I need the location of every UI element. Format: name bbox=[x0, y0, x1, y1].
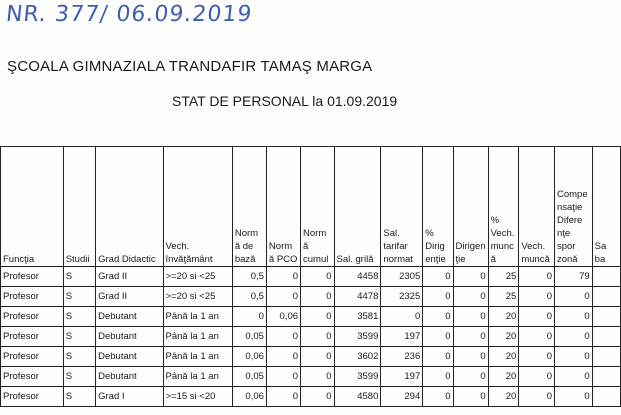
table-cell bbox=[592, 327, 620, 347]
table-cell: 0 bbox=[519, 287, 555, 307]
column-header: Sal. grilă bbox=[334, 147, 381, 267]
table-cell: 0,5 bbox=[232, 287, 266, 307]
table-cell: S bbox=[63, 387, 95, 407]
table-cell: 0 bbox=[381, 307, 423, 327]
table-cell: Până la 1 an bbox=[163, 327, 232, 347]
table-cell: 0 bbox=[266, 387, 300, 407]
table-cell: Grad II bbox=[96, 267, 163, 287]
table-cell: 25 bbox=[488, 267, 519, 287]
document-title: STAT DE PERSONAL la 01.09.2019 bbox=[172, 93, 398, 109]
registration-mark: NR. 377/ 06.09.2019 bbox=[4, 2, 254, 27]
table-cell: 0 bbox=[423, 387, 453, 407]
table-row bbox=[1, 267, 621, 287]
table-cell: 0 bbox=[453, 267, 488, 287]
table-cell: 0 bbox=[519, 367, 555, 387]
table-cell: Profesor bbox=[1, 367, 64, 387]
column-header: Grad Didactic bbox=[96, 147, 163, 267]
table-cell: 0 bbox=[453, 367, 488, 387]
table-cell bbox=[592, 347, 620, 367]
table-cell: >=20 si <25 bbox=[163, 287, 232, 307]
table-cell: 0 bbox=[519, 387, 555, 407]
table-cell: 0 bbox=[301, 267, 335, 287]
column-header: Norm ă PCO bbox=[266, 147, 300, 267]
table-row bbox=[1, 367, 621, 387]
table-cell: 20 bbox=[488, 327, 519, 347]
table-cell: 0 bbox=[554, 287, 592, 307]
table-cell: Grad II bbox=[96, 287, 163, 307]
table-cell: 0 bbox=[519, 347, 555, 367]
table-cell: Până la 1 an bbox=[163, 307, 232, 327]
table-cell: S bbox=[63, 267, 95, 287]
table-cell: 0,05 bbox=[232, 367, 266, 387]
table-row bbox=[1, 387, 621, 407]
table-cell: 79 bbox=[554, 267, 592, 287]
table-cell: Profesor bbox=[1, 347, 64, 367]
table-cell: 3599 bbox=[334, 367, 381, 387]
table-cell: 0 bbox=[301, 287, 335, 307]
table-cell: 0 bbox=[519, 267, 555, 287]
table-cell: Profesor bbox=[1, 287, 64, 307]
column-header: Sal. tarifar normat bbox=[381, 147, 423, 267]
table-cell: Profesor bbox=[1, 327, 64, 347]
table-cell: 294 bbox=[381, 387, 423, 407]
table-cell: 0 bbox=[453, 327, 488, 347]
table-cell: 0 bbox=[423, 287, 453, 307]
table-cell: 0 bbox=[453, 307, 488, 327]
table-cell: 0 bbox=[554, 387, 592, 407]
table-cell: Până la 1 an bbox=[163, 347, 232, 367]
table-cell: S bbox=[63, 307, 95, 327]
table-cell: Debutant bbox=[96, 347, 163, 367]
table-cell: 0 bbox=[301, 387, 335, 407]
table-cell: 0 bbox=[301, 367, 335, 387]
table-cell: 0 bbox=[301, 347, 335, 367]
table-cell: 0 bbox=[519, 327, 555, 347]
table-cell: Debutant bbox=[96, 367, 163, 387]
table-cell: 25 bbox=[488, 287, 519, 307]
school-name: ŞCOALA GIMNAZIALA TRANDAFIR TAMAŞ MARGA bbox=[7, 58, 373, 75]
table-row bbox=[1, 287, 621, 307]
column-header: Dirigen ţie bbox=[453, 147, 488, 267]
table-cell: Debutant bbox=[96, 307, 163, 327]
table-cell: 0 bbox=[453, 387, 488, 407]
column-header: Compe nsaţie Difere nţe spor zonă bbox=[554, 147, 592, 267]
table-cell: 0 bbox=[266, 287, 300, 307]
table-cell: 0 bbox=[423, 327, 453, 347]
table-cell: 0,06 bbox=[266, 307, 300, 327]
table-cell: 0 bbox=[423, 367, 453, 387]
table-cell: 0 bbox=[519, 307, 555, 327]
table-cell: 0 bbox=[423, 307, 453, 327]
column-header: Sa ba bbox=[592, 147, 620, 267]
table-cell: 0 bbox=[554, 327, 592, 347]
table-cell: 0 bbox=[232, 307, 266, 327]
table-cell: 4478 bbox=[334, 287, 381, 307]
table-cell: 0 bbox=[266, 267, 300, 287]
column-header: % Vech. munc ă bbox=[488, 147, 519, 267]
table-cell: 0,06 bbox=[232, 347, 266, 367]
table-cell: Până la 1 an bbox=[163, 367, 232, 387]
table-cell: 3581 bbox=[334, 307, 381, 327]
table-cell: S bbox=[63, 327, 95, 347]
column-header: Norm ă de bază bbox=[232, 147, 266, 267]
table-cell: 4458 bbox=[334, 267, 381, 287]
table-cell bbox=[592, 367, 620, 387]
table-cell: 3602 bbox=[334, 347, 381, 367]
table-cell: Grad I bbox=[96, 387, 163, 407]
table-cell: 0 bbox=[554, 347, 592, 367]
table-cell: >=15 si <20 bbox=[163, 387, 232, 407]
table-cell: 0,06 bbox=[232, 387, 266, 407]
table-cell: 0 bbox=[301, 307, 335, 327]
table-cell: 197 bbox=[381, 327, 423, 347]
table-cell: 2305 bbox=[381, 267, 423, 287]
table-body bbox=[1, 267, 621, 407]
table-cell: 20 bbox=[488, 367, 519, 387]
table-cell: 0 bbox=[554, 307, 592, 327]
table-cell: 0 bbox=[554, 367, 592, 387]
table-header-row bbox=[1, 147, 621, 267]
table-cell: 0 bbox=[266, 327, 300, 347]
table-cell: 0 bbox=[423, 347, 453, 367]
table-cell: 3599 bbox=[334, 327, 381, 347]
column-header: Studii bbox=[63, 147, 95, 267]
table-cell: 20 bbox=[488, 347, 519, 367]
table-cell: S bbox=[63, 347, 95, 367]
table-cell: 2325 bbox=[381, 287, 423, 307]
table-cell bbox=[592, 267, 620, 287]
column-header: % Dirig enţie bbox=[423, 147, 453, 267]
table-row bbox=[1, 327, 621, 347]
table-cell: 0 bbox=[301, 327, 335, 347]
table-cell: 0,05 bbox=[232, 327, 266, 347]
column-header: Funcţia bbox=[1, 147, 64, 267]
personnel-table bbox=[0, 146, 621, 407]
table-cell: 20 bbox=[488, 387, 519, 407]
table-cell: 0 bbox=[423, 267, 453, 287]
table-cell: Profesor bbox=[1, 387, 64, 407]
column-header: Norm ă cumul bbox=[301, 147, 335, 267]
table-cell: 236 bbox=[381, 347, 423, 367]
table-cell: S bbox=[63, 367, 95, 387]
table-cell: 0 bbox=[453, 287, 488, 307]
table-cell: 0 bbox=[453, 347, 488, 367]
column-header: Vech. muncă bbox=[519, 147, 555, 267]
table-cell: 0 bbox=[266, 347, 300, 367]
table-cell: S bbox=[63, 287, 95, 307]
table-cell: >=20 si <25 bbox=[163, 267, 232, 287]
table-cell: Profesor bbox=[1, 307, 64, 327]
table-cell: 0,5 bbox=[232, 267, 266, 287]
personnel-table-wrapper bbox=[0, 146, 621, 415]
table-cell: 4580 bbox=[334, 387, 381, 407]
column-header: Vech. învăţământ bbox=[163, 147, 232, 267]
table-cell: 0 bbox=[266, 367, 300, 387]
table-row bbox=[1, 347, 621, 367]
table-cell bbox=[592, 387, 620, 407]
table-cell: 20 bbox=[488, 307, 519, 327]
table-cell: 197 bbox=[381, 367, 423, 387]
table-cell: Debutant bbox=[96, 327, 163, 347]
table-cell: Profesor bbox=[1, 267, 64, 287]
table-cell bbox=[592, 307, 620, 327]
table-cell bbox=[592, 287, 620, 307]
table-row bbox=[1, 307, 621, 327]
